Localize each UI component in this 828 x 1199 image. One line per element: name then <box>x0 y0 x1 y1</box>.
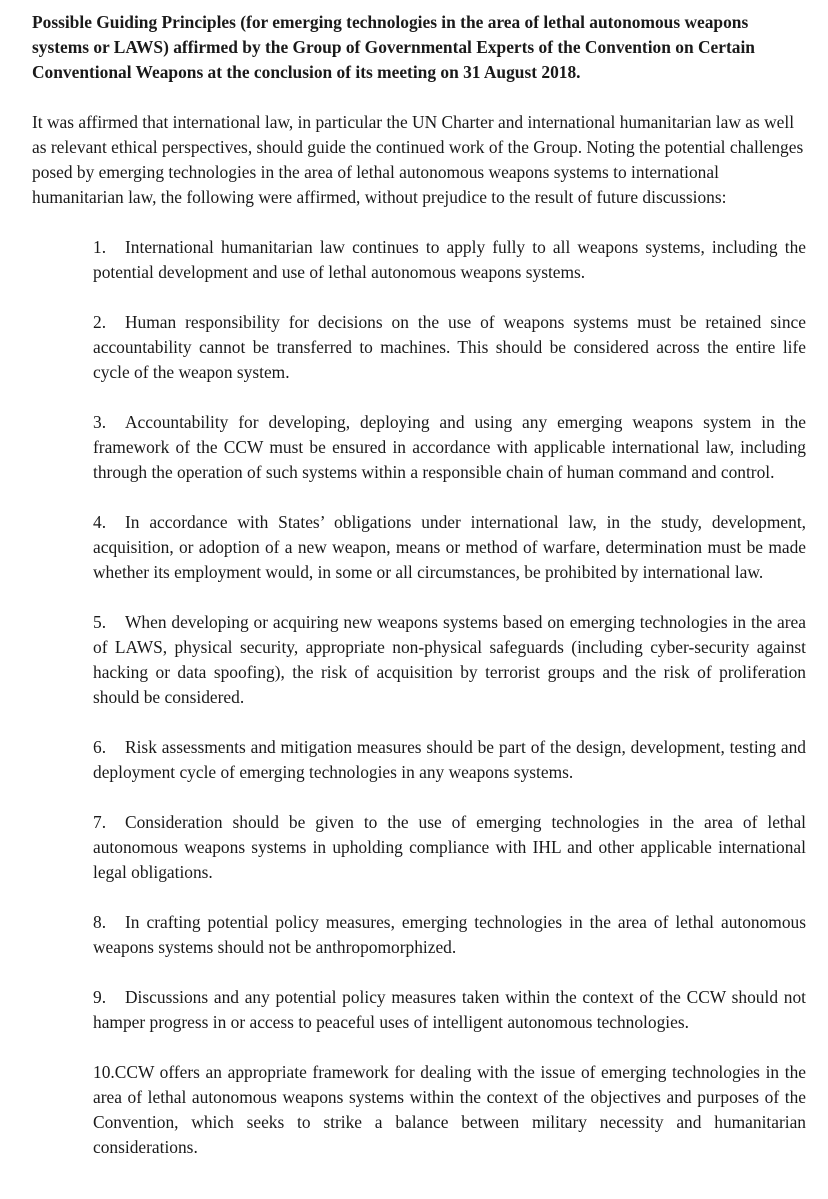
principle-text: When developing or acquiring new weapons systems based on emerging technologies in the area of LAWS, physical security, appropriate non-physical safeguards (including cyber-security against hacking or data spoofing), the risk of acquisition by terrorist groups and the risk of proliferation should be considered. <box>93 612 806 707</box>
principle-text: In accordance with States’ obligations under international law, in the study, development, acquisition, or adoption of a new weapon, means or method of warfare, determination must be made whether its employment would, in some or all circumstances, be prohibited by international law. <box>93 512 806 582</box>
principle-text: Discussions and any potential policy measures taken within the context of the CCW should not hamper progress in or access to peaceful uses of intelligent autonomous technologies. <box>93 987 806 1032</box>
document-heading: Possible Guiding Principles (for emerging technologies in the area of lethal autonomous weapons systems or LAWS) affirmed by the Group of Governmental Experts of the Convention on Certain Conventional Weapons at the conclusion of its meeting on 31 August 2018. <box>32 12 755 82</box>
principle-item-1 <box>93 235 806 285</box>
principle-item-7 <box>93 810 806 885</box>
principle-number: 7. <box>93 812 107 832</box>
principle-text: CCW offers an appropriate framework for dealing with the issue of emerging technologies in the area of lethal autonomous weapons systems within the context of the objectives and purposes of the Convention, which seeks to strike a balance between military necessity and humanitarian considerations. <box>93 1062 806 1157</box>
principle-item-3 <box>93 410 806 485</box>
principle-number: 2. <box>93 312 107 332</box>
principles-list <box>32 235 806 1160</box>
principle-text: Human responsibility for decisions on the use of weapons systems must be retained since accountability cannot be transferred to machines. This should be considered across the entire life cycle of the weapon system. <box>93 312 806 382</box>
principle-number: 6. <box>93 737 107 757</box>
principle-text: Accountability for developing, deploying and using any emerging weapons system in the framework of the CCW must be ensured in accordance with applicable international law, including through the operation of such systems within a responsible chain of human command and control. <box>93 412 806 482</box>
intro-paragraph: It was affirmed that international law, in particular the UN Charter and international humanitarian law as well as relevant ethical perspectives, should guide the continued work of the Group. Noting the potential challenges posed by emerging technologies in the area of lethal autonomous weapons systems to international humanitarian law, the following were affirmed, without prejudice to the result of future discussions: <box>32 112 804 207</box>
principle-number: 5. <box>93 612 107 632</box>
principle-item-5 <box>93 610 806 710</box>
principle-text: International humanitarian law continues to apply fully to all weapons systems, including the potential development and use of lethal autonomous weapons systems. <box>93 237 806 282</box>
principle-text: Risk assessments and mitigation measures should be part of the design, development, testing and deployment cycle of emerging technologies in any weapons systems. <box>93 737 806 782</box>
principle-number: 3. <box>93 412 107 432</box>
principle-text: Consideration should be given to the use of emerging technologies in the area of lethal autonomous weapons systems in upholding compliance with IHL and other applicable international legal obligations. <box>93 812 806 882</box>
principle-item-2 <box>93 310 806 385</box>
principle-number: 10. <box>93 1062 115 1082</box>
principle-item-8 <box>93 910 806 960</box>
principle-item-9 <box>93 985 806 1035</box>
principle-number: 1. <box>93 237 107 257</box>
principle-item-4 <box>93 510 806 585</box>
principle-item-10 <box>93 1060 806 1160</box>
principle-number: 4. <box>93 512 107 532</box>
principle-number: 8. <box>93 912 107 932</box>
principle-text: In crafting potential policy measures, emerging technologies in the area of lethal autonomous weapons systems should not be anthropomorphized. <box>93 912 806 957</box>
principle-number: 9. <box>93 987 107 1007</box>
principle-item-6 <box>93 735 806 785</box>
